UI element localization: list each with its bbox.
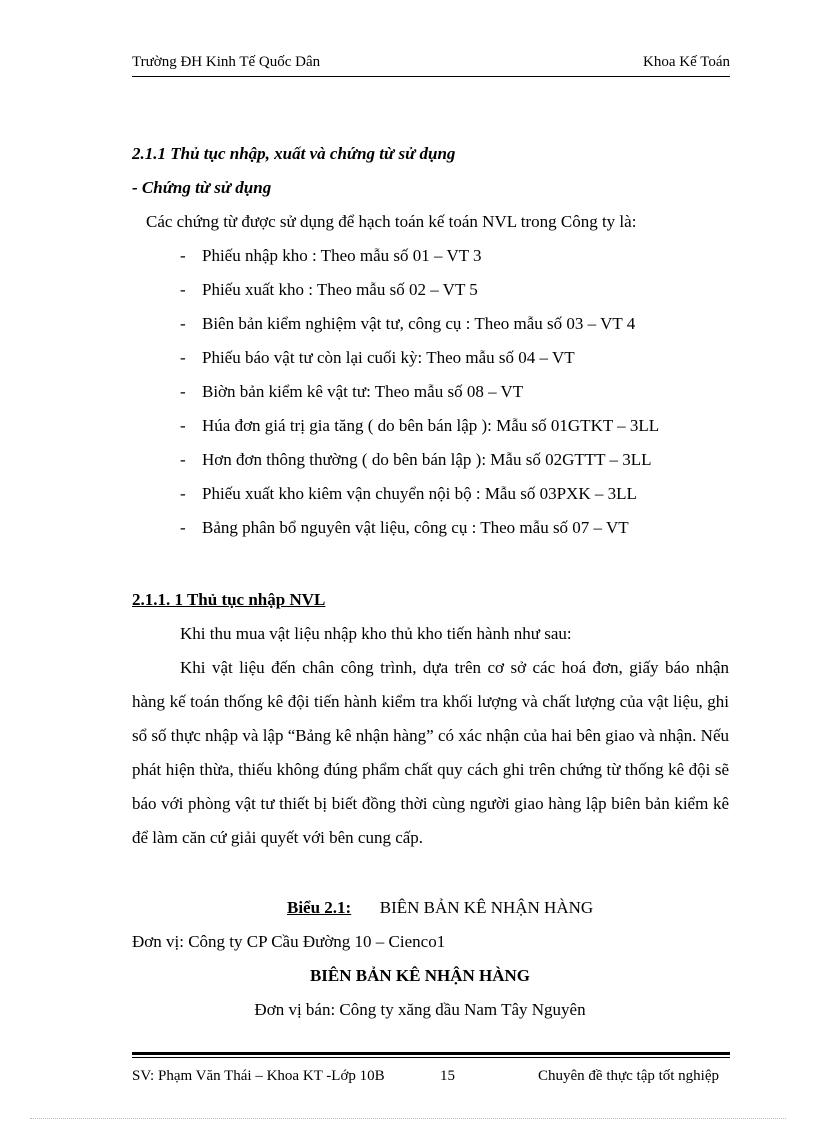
footer-divider <box>132 1052 730 1055</box>
list-item-text: Phiếu báo vật tư còn lại cuối kỳ: Theo mẫu số 04 – VT <box>202 348 575 367</box>
list-bullet: - <box>180 518 186 537</box>
list-item-text: Biên bản kiểm nghiệm vật tư, công cụ : Theo mẫu số 03 – VT 4 <box>202 314 636 333</box>
header-school: Trường ĐH Kinh Tế Quốc Dân <box>132 54 321 70</box>
list-item-text: Biờn bản kiểm kê vật tư: Theo mẫu số 08 – VT <box>202 382 524 401</box>
list-item-text: Phiếu xuất kho kiêm vận chuyển nội bộ : Mẫu số 03PXK – 3LL <box>202 484 637 503</box>
unit-line: Đơn vị: Công ty CP Cầu Đường 10 – Cienco1 <box>132 932 446 951</box>
subsection-title: - Chứng từ sử dụng <box>132 178 272 197</box>
list-item-text: Hơn đơn thông thường ( do bên bán lập ): Mẫu số 02GTTT – 3LL <box>202 450 652 469</box>
list-item-text: Phiếu nhập kho : Theo mẫu số 01 – VT 3 <box>202 246 482 265</box>
figure-label: Biểu 2.1: <box>287 898 352 917</box>
list-bullet: - <box>180 382 186 401</box>
header-faculty: Khoa Kế Toán <box>643 54 730 70</box>
footer-author: SV: Phạm Văn Thái – Khoa KT -Lớp 10B <box>132 1068 385 1084</box>
procedure-intro: Khi thu mua vật liệu nhập kho thủ kho tiến hành như sau: <box>180 624 572 643</box>
list-bullet: - <box>180 246 186 265</box>
footer-report-type: Chuyên đề thực tập tốt nghiệp <box>538 1068 720 1084</box>
list-bullet: - <box>180 450 186 469</box>
procedure-title: 2.1.1. 1 Thủ tục nhập NVL <box>132 590 326 609</box>
list-item-text: Bảng phân bổ nguyên vật liệu, công cụ : Theo mẫu số 07 – VT <box>202 518 629 537</box>
list-bullet: - <box>180 314 186 333</box>
procedure-body: Khi vật liệu đến chân công trình, dựa trên cơ sở các hoá đơn, giấy báo nhận hàng kế toán thống kê đội tiến hành kiểm tra khối lượng và chất lượng của vật liệu, ghi sổ số thực nhập và lập “Bảng kê nhận hàng” có xác nhận của hai bên giao và nhận. Nếu phát hiện thừa, thiếu không đúng phẩm chất quy cách ghi trên chứng từ thống kê đội sẽ báo với phòng vật tư thiết bị biết đồng thời cùng người giao hàng lập biên bản kiểm kê để làm căn cứ giải quyết với bên cung cấp. <box>132 658 729 847</box>
page-header <box>132 50 730 77</box>
seller-line: Đơn vị bán: Công ty xăng dầu Nam Tây Nguyên <box>254 1000 586 1019</box>
figure-title: BIÊN BẢN KÊ NHẬN HÀNG <box>379 898 594 917</box>
footer-divider-thin <box>132 1057 730 1058</box>
list-bullet: - <box>180 484 186 503</box>
form-title: BIÊN BẢN KÊ NHẬN HÀNG <box>309 966 531 985</box>
list-bullet: - <box>180 348 186 367</box>
list-item-text: Phiếu xuất kho : Theo mẫu số 02 – VT 5 <box>202 280 478 299</box>
figure-caption <box>287 898 593 918</box>
page-edge-dots <box>30 1118 786 1119</box>
list-item-text: Húa đơn giá trị gia tăng ( do bên bán lập ): Mẫu số 01GTKT – 3LL <box>202 416 660 435</box>
section-title: 2.1.1 Thủ tục nhập, xuất và chứng từ sử dụng <box>132 144 456 163</box>
list-bullet: - <box>180 280 186 299</box>
procedure-paragraph <box>132 651 729 855</box>
footer-page-number: 15 <box>440 1068 455 1084</box>
documents-intro: Các chứng từ được sử dụng để hạch toán kế toán NVL trong Công ty là: <box>146 212 637 231</box>
list-bullet: - <box>180 416 186 435</box>
